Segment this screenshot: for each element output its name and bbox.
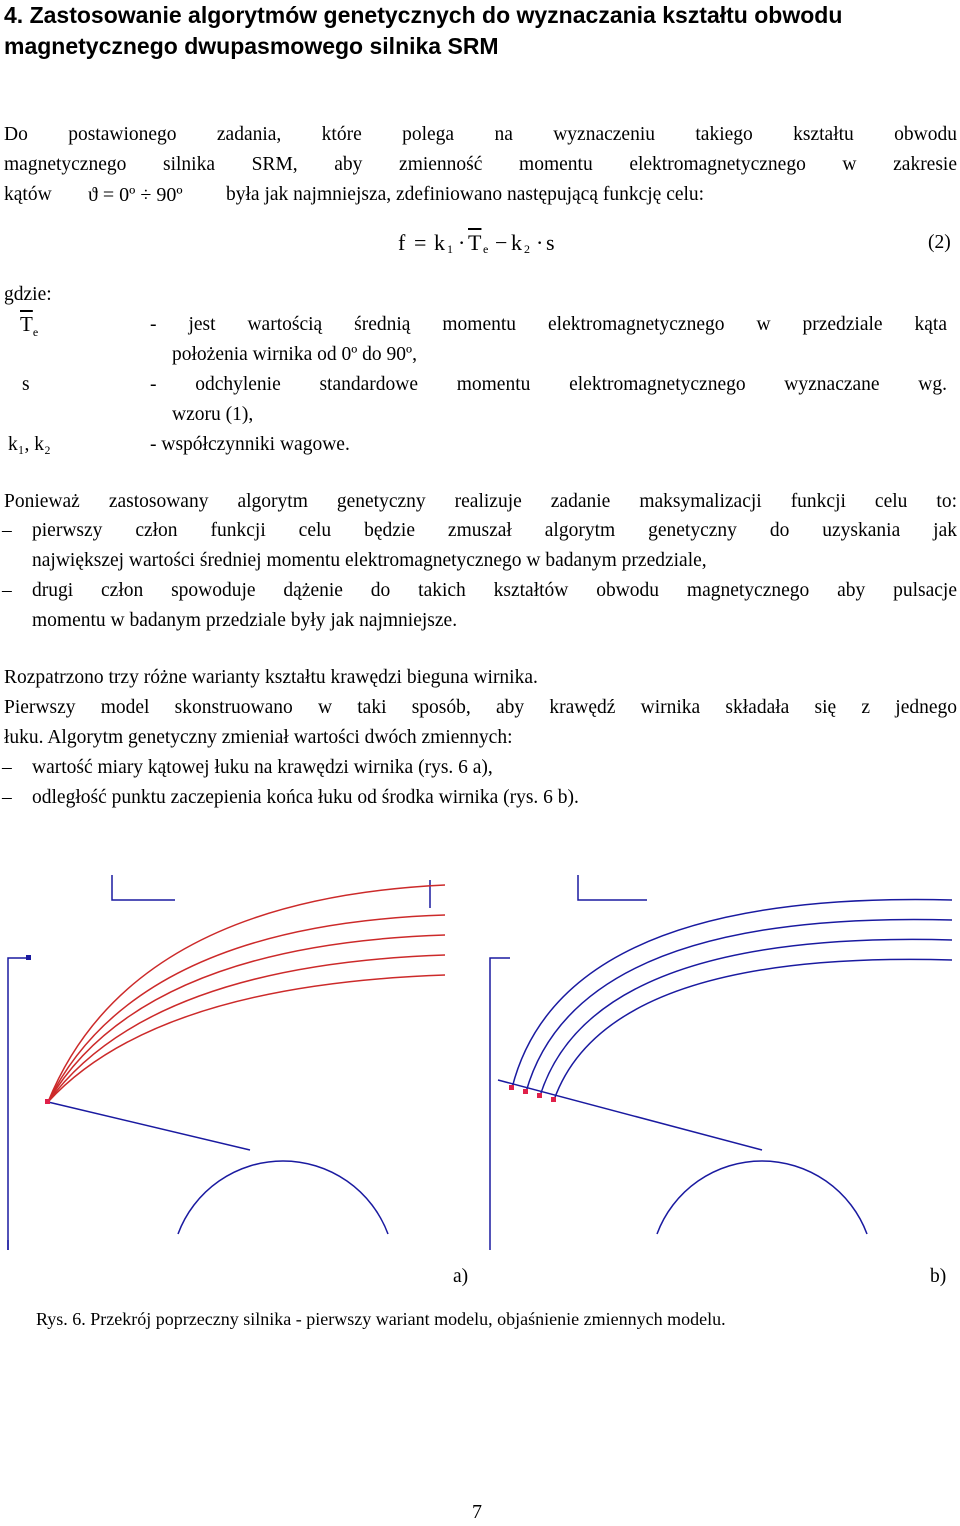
bullet-dash: – — [2, 580, 12, 601]
figure-label-b: b) — [930, 1266, 947, 1287]
stator-tooth-a — [112, 875, 175, 900]
body-paragraph-2: Rozpatrzono trzy różne warianty kształtu krawędzi bieguna wirnika. — [4, 667, 538, 688]
section-title: 4. Zastosowanie algorytmów genetycznych do wyznaczania kształtu obwodu magnetycznego dwupasmowego silnika SRM — [4, 2, 843, 59]
where-symbol-Te — [20, 309, 38, 347]
eq-f: f — [398, 230, 406, 255]
rotor-side-line-a — [48, 1102, 250, 1150]
bullet-dash: – — [2, 787, 12, 808]
where-symbol-s: s — [22, 374, 30, 395]
where-def-s-line1: - odchylenie standardowe momentu elektromagnetycznego wyznaczane wg. — [150, 374, 947, 395]
where-label: gdzie: — [4, 284, 52, 305]
anchor-point-a — [45, 1099, 50, 1104]
shaft-arc-b — [657, 1161, 867, 1234]
eq-T: $\overline{T}$ — [468, 230, 482, 255]
eq-dot-2: · — [536, 230, 544, 255]
where-symbol-sub-e: e — [32, 325, 39, 340]
stator-tooth-b — [578, 875, 647, 900]
where-def-k: - współczynniki wagowe. — [150, 434, 350, 455]
intro-line-3-end: była jak najmniejsza, zdefiniowano następującą funkcję celu: — [226, 184, 705, 205]
eq-k2: k — [511, 230, 522, 255]
figure-b-rotor-cross-section — [482, 860, 960, 1270]
body-paragraph-3-line2: łuku. Algorytm genetyczny zmieniał wartości dwóch zmiennych: — [4, 727, 513, 748]
eq-equals: = — [414, 230, 427, 255]
eq-sub-e: e — [483, 242, 489, 256]
intro-line-3-start: kątów — [4, 184, 52, 205]
arc-a-1 — [48, 885, 445, 1102]
figure-b-outline — [490, 875, 867, 1250]
eq-k1: k — [434, 230, 445, 255]
arc-a-3 — [48, 935, 445, 1102]
bullet-4: odległość punktu zaczepienia końca łuku od środka wirnika (rys. 6 b). — [32, 787, 579, 808]
body-paragraph-3-line1: Pierwszy model skonstruowano w taki sposób, aby krawędź wirnika składała się z jednego — [4, 697, 957, 718]
where-def-Te-line1: - jest wartością średnią momentu elektromagnetycznego w przedziale kąta — [150, 314, 947, 335]
node-point-a — [26, 955, 31, 960]
arc-b-3 — [540, 939, 952, 1096]
bullet-dash: – — [2, 520, 12, 541]
eq-minus: − — [495, 230, 508, 255]
angle-expression: ϑ = 0º ÷ 90º — [88, 184, 183, 206]
stator-left-edge-a — [8, 958, 28, 1250]
anchor-point-b-1 — [509, 1085, 514, 1090]
arc-a-5 — [48, 975, 445, 1102]
bullet-dash: – — [2, 757, 12, 778]
figure-b-arcs — [512, 900, 952, 1100]
bullet-2-line1: drugi człon spowoduje dążenie do takich kształtów obwodu magnetycznego aby pulsacje — [32, 580, 957, 601]
bullet-2-line2: momentu w badanym przedziale były jak najmniejsze. — [32, 610, 458, 631]
where-symbol-T: $\overline{T}$ — [20, 312, 33, 336]
page-number: 7 — [472, 1501, 482, 1523]
bullet-1-line2: największej wartości średniej momentu elektromagnetycznego w badanym przedziale, — [32, 550, 707, 571]
intro-line-2: magnetycznego silnika SRM, aby zmienność momentu elektromagnetycznego w zakresie — [4, 154, 957, 175]
figure-a-arcs — [48, 885, 445, 1102]
where-symbol-k: k₁, k₂ — [8, 434, 51, 455]
eq-dot-1: · — [458, 230, 466, 255]
figure-a-rotor-cross-section — [0, 860, 480, 1270]
bullet-3: wartość miary kątowej łuku na krawędzi wirnika (rys. 6 a), — [32, 757, 493, 778]
arc-b-1 — [512, 900, 952, 1088]
intro-line-1: Do postawionego zadania, które polega na wyznaczeniu takiego kształtu obwodu — [4, 124, 957, 145]
bullet-1-line1: pierwszy człon funkcji celu będzie zmuszał algorytm genetyczny do uzyskania jak — [32, 520, 957, 541]
eq-s: s — [546, 230, 555, 255]
eq-sub-2: 2 — [524, 242, 530, 256]
anchor-point-b-4 — [551, 1097, 556, 1102]
figure-caption: Rys. 6. Przekrój poprzeczny silnika - pierwszy wariant modelu, objaśnienie zmiennych modelu. — [36, 1309, 726, 1329]
objective-equation — [398, 230, 598, 270]
shaft-arc-a — [178, 1161, 388, 1234]
rotor-side-line-b — [498, 1080, 762, 1150]
eq-sub-1: 1 — [447, 242, 453, 256]
equation-number: (2) — [928, 232, 951, 253]
where-def-s-line2: wzoru (1), — [172, 404, 254, 425]
arc-a-4 — [48, 955, 445, 1102]
stator-left-edge-b — [490, 958, 510, 1250]
arc-b-2 — [526, 919, 952, 1092]
anchor-point-b-3 — [537, 1093, 542, 1098]
where-def-Te-line2: położenia wirnika od 0º do 90º, — [172, 344, 417, 365]
figure-label-a: a) — [453, 1266, 469, 1287]
body-paragraph-1: Ponieważ zastosowany algorytm genetyczny realizuje zadanie maksymalizacji funkcji celu to: — [4, 491, 957, 512]
anchor-point-b-2 — [523, 1089, 528, 1094]
